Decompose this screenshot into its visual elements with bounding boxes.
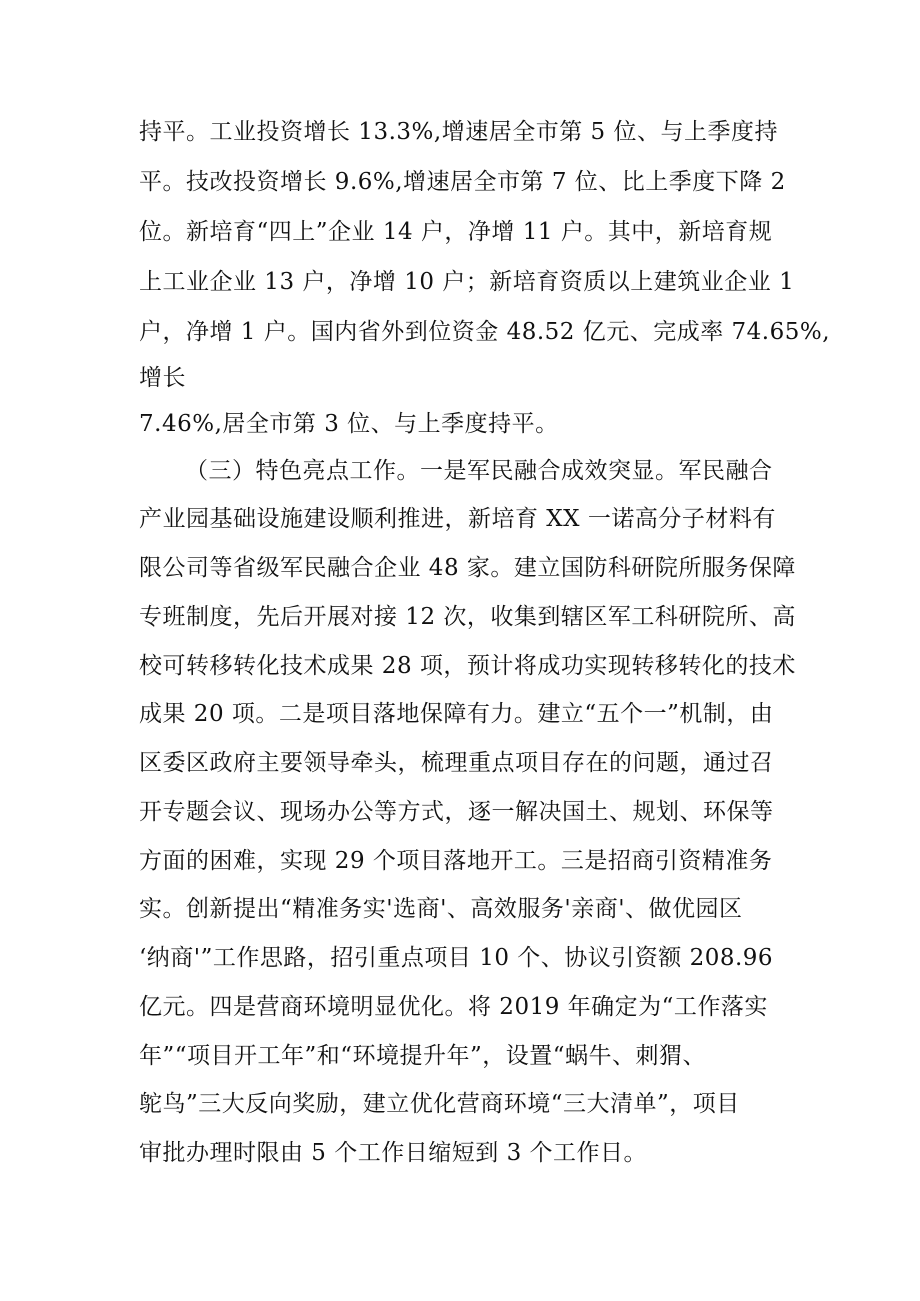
- text-line: 上工业企业 13 户，净增 10 户；新培育资质以上建筑业企业 1: [139, 269, 795, 295]
- text-line: 校可转移转化技术成果 28 项，预计将成功实现转移转化的技术: [139, 653, 796, 679]
- text-line: 位。新培育“四上”企业 14 户，净增 11 户。其中，新培育规: [139, 219, 773, 245]
- text-line: 专班制度，先后开展对接 12 次，收集到辖区军工科研院所、高: [139, 604, 796, 630]
- text-line: 成果 20 项。二是项目落地保障有力。建立“五个一”机制，由: [139, 701, 774, 727]
- section-heading-line: （三）特色亮点工作。一是军民融合成效突显。军民融合: [185, 458, 773, 484]
- text-line: 产业园基础设施建设顺利推进，新培育 XX 一诺高分子材料有: [139, 506, 776, 532]
- text-line: 实。创新提出“精准务实'选商'、高效服务'亲商'、做优园区: [139, 896, 743, 922]
- text-line: 持平。工业投资增长 13.3%,增速居全市第 5 位、与上季度持: [139, 119, 778, 145]
- text-line: 方面的困难，实现 29 个项目落地开工。三是招商引资精准务: [139, 848, 773, 874]
- text-line: 限公司等省级军民融合企业 48 家。建立国防科研院所服务保障: [139, 555, 796, 581]
- text-line: 平。技改投资增长 9.6%,增速居全市第 7 位、比上季度下降 2: [139, 169, 786, 195]
- text-line: 区委区政府主要领导牵头，梳理重点项目存在的问题，通过召: [139, 750, 774, 776]
- text-line: 审批办理时限由 5 个工作日缩短到 3 个工作日。: [139, 1140, 648, 1166]
- text-line: 鸵鸟”三大反向奖励，建立优化营商环境“三大清单”，项目: [139, 1091, 740, 1117]
- text-line: 开专题会议、现场办公等方式，逐一解决国土、规划、环保等: [139, 799, 774, 825]
- text-line: 增长: [139, 365, 186, 391]
- text-line: 7.46%,居全市第 3 位、与上季度持平。: [139, 411, 559, 437]
- text-line: 年”“项目开工年”和“环境提升年”，设置“蜗牛、刺猬、: [139, 1043, 707, 1069]
- text-line: 户，净增 1 户。国内省外到位资金 48.52 亿元、完成率 74.65%,: [139, 319, 831, 345]
- text-line: 亿元。四是营商环境明显优化。将 2019 年确定为“工作落实: [139, 994, 768, 1020]
- text-line: ‘纳商'”工作思路，招引重点项目 10 个、协议引资额 208.96: [139, 945, 774, 971]
